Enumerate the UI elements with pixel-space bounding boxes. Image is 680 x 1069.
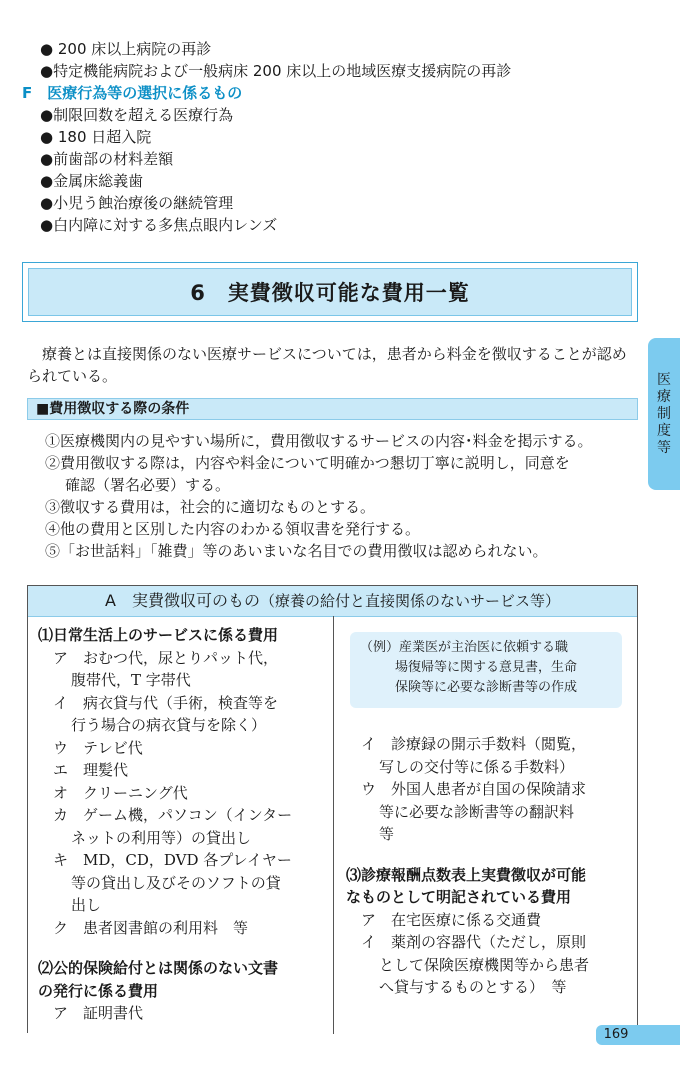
section-f-heading: F 医療行為等の選択に係るもの [22,84,243,102]
list-item: イ 病衣貸与代（手術，検査等を [53,693,279,712]
list-item: ア 在宅医療に係る交通費 [361,910,542,929]
box-a-header [28,586,637,617]
list-item: ●制限回数を超える医療行為 [40,106,234,124]
example-line: （例）産業医が主治医に依頼する職 [360,640,569,655]
list-item: ●特定機能病院および一般病床 200 床以上の地域医療支援病院の再診 [40,62,512,80]
list-item: ク 患者図書館の利用料 等 [53,918,249,937]
example-line: 保険等に必要な診断書等の作成 [395,680,578,695]
box-a-subtitle: （療養の給付と直接関係のないサービス等） [259,592,560,610]
category-heading: ⑶診療報酬点数表上実費徴収が可能 [346,865,587,884]
list-item: ●金属床総義歯 [40,172,144,190]
list-item: ネットの利用等）の貸出し [71,828,252,847]
side-tab-char: 度 [657,422,671,439]
category-heading: の発行に係る費用 [38,981,159,1000]
side-tab-char: 制 [657,405,671,422]
condition-item: 確認（署名必要）する。 [65,476,231,494]
list-item: 写しの交付等に係る手数料） [379,757,575,776]
condition-item: ③徴収する費用は，社会的に適切なものとする。 [45,498,376,516]
list-item: イ 薬剤の容器代（ただし，原則 [361,933,587,951]
category-heading: ⑵公的保険給付とは関係のない文書 [38,959,279,977]
column-divider [333,616,334,1034]
list-item: ● 180 日超入院 [40,128,152,146]
list-item: 出し [71,896,102,914]
list-item: イ 診療録の開示手数料（閲覧， [361,735,587,753]
list-item: ア 証明書代 [53,1004,144,1022]
spacer [38,939,330,957]
condition-item: ⑤「お世話料」「雑費」等のあいまいな名目での費用徴収は認められない。 [45,542,548,560]
page-number: 169 [596,1025,636,1045]
list-item: ● 200 床以上病院の再診 [40,40,212,58]
example-note [350,632,622,708]
list-item: 等 [379,825,395,843]
list-item: エ 理髪代 [53,761,129,779]
list-item: キ MD，CD，DVD 各プレイヤー [53,851,292,869]
section-title: 6 実費徴収可能な費用一覧 [28,268,632,316]
list-item: 等に必要な診断書等の翻訳料 [379,802,575,821]
condition-item: ④他の費用と区別した内容のわかる領収書を発行する。 [45,520,421,538]
list-item: ウ 外国人患者が自国の保険請求 [361,780,587,798]
side-tab-char: 等 [657,439,671,456]
intro-paragraph: 療養とは直接関係のない医療サービスについては，患者から料金を徴収することが認められている。 [27,345,627,385]
list-item: ●白内障に対する多焦点眼内レンズ [40,216,278,234]
side-tab-char: 療 [657,388,671,405]
list-item: ●前歯部の材料差額 [40,150,174,168]
box-a-title: A 実費徴収可のもの [105,591,260,610]
page-number-bar [636,1025,680,1045]
condition-item: ②費用徴収する際は，内容や料金について明確かつ懇切丁寧に説明し，同意を [45,454,570,472]
list-item: 等の貸出し及びそのソフトの貸 [71,873,281,892]
box-a-right-column [346,733,636,999]
conditions-heading: ■費用徴収する際の条件 [27,398,638,420]
list-item: ア おむつ代，尿とりパット代， [53,648,279,667]
list-item: ウ テレビ代 [53,738,143,757]
list-item: 腹帯代，T 字帯代 [71,671,191,689]
category-heading: ⑴日常生活上のサービスに係る費用 [38,626,279,644]
conditions-list [45,430,645,562]
list-item: オ クリーニング代 [53,783,188,802]
section-banner [22,262,638,322]
list-item: カ ゲーム機，パソコン（インター [53,806,293,824]
condition-item: ①医療機関内の見やすい場所に，費用徴収するサービスの内容･料金を掲示する。 [45,432,593,450]
example-line: 場復帰等に関する意見書，生命 [395,660,578,675]
spacer [346,846,636,864]
list-item: へ貸与するものとする） 等 [379,978,567,996]
category-heading: なものとして明記されている費用 [346,888,572,906]
list-item: として保険医療機関等から患者 [379,955,590,974]
chapter-side-tab [648,338,680,490]
list-item: ●小児う蝕治療後の継続管理 [40,194,234,212]
list-item: 行う場合の病衣貸与を除く） [71,716,267,734]
box-a-left-column [38,624,330,1025]
top-bullet-list [22,38,640,236]
side-tab-char: 医 [657,371,671,388]
